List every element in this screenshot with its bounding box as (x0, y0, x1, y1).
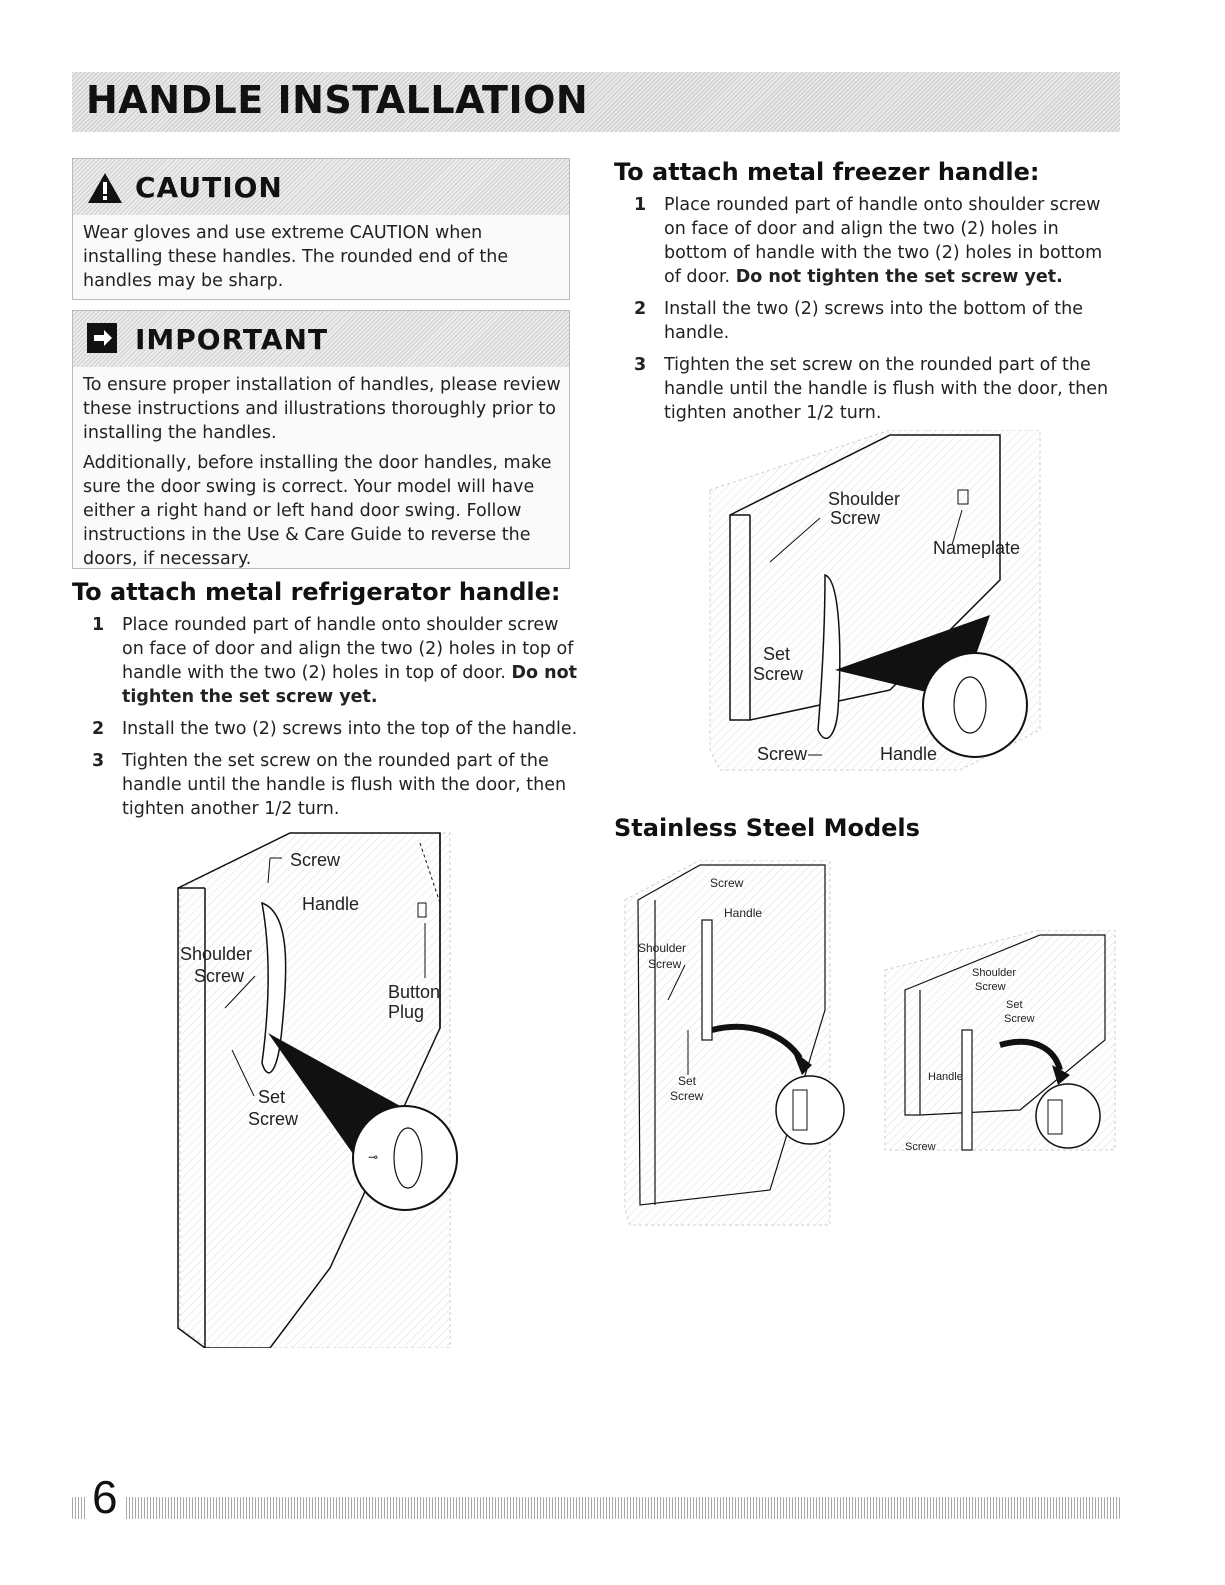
label-screw: Screw (905, 1141, 936, 1153)
label-set: Set (1006, 999, 1023, 1011)
label-screw: Screw (710, 876, 744, 890)
label-handle: Handle (302, 894, 360, 914)
caution-title: CAUTION (135, 171, 283, 204)
caution-text: Wear gloves and use extreme CAUTION when installing these handles. The rounded end of the handles may be sharp. (83, 223, 509, 291)
list-item: 1 Place rounded part of handle onto shoulder screw on face of door and align the two (2) holes in top of handle with the two (2) holes in top of door. Do not tighten the set screw yet. (92, 615, 578, 707)
label-button: Button (388, 982, 441, 1002)
page-title: HANDLE INSTALLATION (86, 78, 589, 122)
arrow-icon (87, 323, 117, 353)
label-set-screw: Screw (670, 1089, 704, 1103)
label-screw: Screw (290, 850, 341, 870)
caution-box (72, 158, 570, 300)
important-title: IMPORTANT (135, 323, 329, 356)
label-set-screw: Screw (753, 664, 804, 684)
label-set-screw: Screw (1004, 1013, 1035, 1025)
screw-glyph: ⊸ (368, 1150, 379, 1164)
refrigerator-handle-figure (150, 828, 510, 1348)
label-shoulder-screw: Screw (830, 508, 881, 528)
section-banner (72, 72, 1120, 132)
label-set: Set (763, 644, 791, 664)
page-number: 6 (86, 1470, 124, 1524)
important-header (73, 311, 569, 367)
label-handle: Handle (724, 906, 763, 920)
label-plug: Plug (388, 1002, 425, 1022)
list-item: 1 Place rounded part of handle onto shoulder screw on face of door and align the two (2) holes in bottom of handle with the two (2) holes in bottom of door. Do not tighten the set screw yet. (634, 195, 1103, 287)
refrigerator-heading: To attach metal refrigerator handle: (72, 578, 561, 606)
stainless-heading: Stainless Steel Models (614, 814, 920, 842)
label-shoulder-screw: Screw (194, 966, 245, 986)
label-screw: Screw (757, 744, 808, 764)
label-shoulder-screw: Screw (975, 981, 1006, 993)
label-shoulder: Shoulder (972, 967, 1017, 979)
label-shoulder: Shoulder (828, 489, 901, 509)
label-set: Set (678, 1074, 697, 1088)
footer-rule (72, 1497, 1120, 1519)
stainless-freezer-figure (880, 930, 1120, 1160)
freezer-handle-figure (690, 430, 1050, 780)
label-set: Set (258, 1087, 286, 1107)
list-item: 3 Tighten the set screw on the rounded part of the handle until the handle is flush with the door, then tighten another 1/2 turn. (634, 355, 1109, 423)
important-para-1: To ensure proper installation of handles, please review these instructions and illustrations thoroughly prior to installing the handles. (83, 375, 561, 443)
freezer-steps (634, 193, 1114, 433)
important-box (72, 310, 570, 569)
list-item: 3 Tighten the set screw on the rounded part of the handle until the handle is flush with the door, then tighten another 1/2 turn. (92, 751, 567, 819)
label-shoulder: Shoulder (180, 944, 253, 964)
important-para-2: Additionally, before installing the door handles, make sure the door swing is correct. Your model will have either a right hand or left hand door swing. Follow instructions in the Use & Care Guide to reverse the doors, if necessary. (83, 453, 552, 569)
label-handle: Handle (928, 1071, 963, 1083)
label-set-screw: Screw (248, 1109, 299, 1129)
label-nameplate: Nameplate (933, 538, 1021, 558)
label-shoulder: Shoulder (638, 941, 687, 955)
list-item: 2 Install the two (2) screws into the top of the handle. (92, 719, 578, 739)
stainless-refrigerator-figure (620, 860, 870, 1230)
list-item: 2 Install the two (2) screws into the bottom of the handle. (634, 299, 1084, 343)
warning-icon (87, 172, 123, 204)
refrigerator-steps (92, 613, 582, 829)
freezer-heading: To attach metal freezer handle: (614, 158, 1040, 186)
label-handle: Handle (880, 744, 938, 764)
label-shoulder-screw: Screw (648, 957, 682, 971)
caution-header (73, 159, 569, 215)
